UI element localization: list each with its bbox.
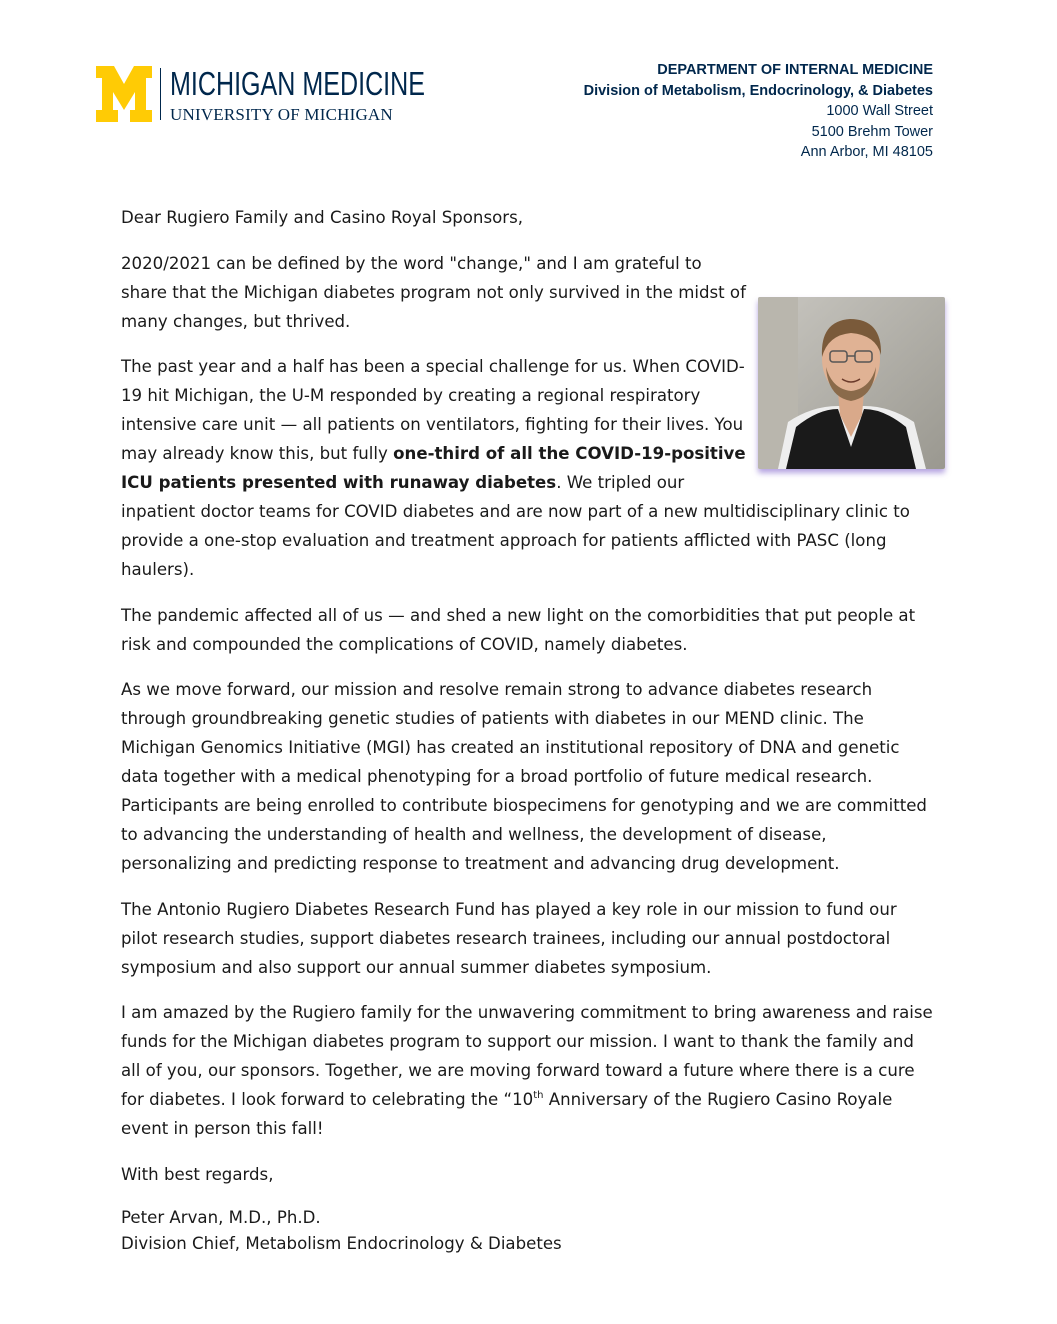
paragraph-5: The Antonio Rugiero Diabetes Research Fund has played a key role in our mission to fund our pilot research studies, support diabetes research trainees, including our annual postdoctoral symposium and also support our annual summer diabetes symposium. bbox=[121, 899, 897, 977]
paragraph-2-bold: one-third of all the COVID-19-positive ICU patients presented with runaway diabetes bbox=[121, 444, 746, 492]
block-m-logo-icon bbox=[96, 66, 152, 122]
paragraph-4: As we move forward, our mission and resolve remain strong to advance diabetes research through groundbreaking genetic studies of patients with diabetes in our MEND clinic. The Michigan Genomics Initiative (MGI) has created an institutional repository of DNA and genetic data together with a medical phenotyping for a broad portfolio of future medical research. Participants are being enrolled to contribute biospecimens for genotyping and we are committed to advancing the understanding of health and wellness, the development of disease, personalizing and predicting response to treatment and advancing drug development. bbox=[121, 680, 927, 873]
signer-title: Division Chief, Metabolism Endocrinology & Diabetes bbox=[121, 1234, 562, 1253]
salutation: Dear Rugiero Family and Casino Royal Sponsors, bbox=[121, 208, 523, 227]
logo-main-text: MICHIGAN MEDICINE bbox=[170, 65, 425, 102]
paragraph-6 bbox=[121, 998, 936, 1143]
paragraph-2-part-b: . We tripled our inpatient doctor teams for COVID diabetes and are now part of a new multidisciplinary clinic to provide a one-stop evaluation and treatment approach for patients afflicted with PASC (long haulers). bbox=[121, 473, 910, 579]
paragraph-2-part-a: The past year and a half has been a special challenge for us. When COVID-19 hit Michigan, the U-M responded by creating a regional respiratory intensive care unit — all patients on ventilators, fighting for their lives. You may already know this, but fully bbox=[121, 357, 745, 463]
author-portrait-photo bbox=[758, 297, 945, 469]
logo-sub-text: UNIVERSITY OF MICHIGAN bbox=[170, 105, 393, 124]
closing: With best regards, bbox=[121, 1164, 274, 1184]
letter-body bbox=[121, 203, 936, 1257]
paragraph-6-part-b: Anniversary of the Rugiero Casino Royale event in person this fall! bbox=[121, 1090, 893, 1138]
ordinal-superscript: th bbox=[533, 1090, 544, 1101]
paragraph-3: The pandemic affected all of us — and shed a new light on the comorbidities that put people at risk and compounded the complications of COVID, namely diabetes. bbox=[121, 605, 916, 654]
paragraph-6-part-a: I am amazed by the Rugiero family for the unwavering commitment to bring awareness and raise funds for the Michigan diabetes program to support our mission. I want to thank the family and all of you, our sponsors. Together, we are moving forward toward a future where there is a cure for diabetes. I look forward to celebrating the “10 bbox=[121, 1003, 933, 1109]
address-line-2: 5100 Brehm Tower bbox=[811, 123, 933, 140]
department-address-block bbox=[584, 60, 933, 163]
logo-wordmark bbox=[170, 66, 506, 125]
signer-name: Peter Arvan, M.D., Ph.D. bbox=[121, 1208, 321, 1227]
michigan-medicine-logo bbox=[96, 66, 506, 124]
address-line-3: Ann Arbor, MI 48105 bbox=[800, 144, 933, 160]
division-name: Division of Metabolism, Endocrinology, & Diabetes bbox=[583, 82, 933, 99]
logo-divider bbox=[160, 68, 161, 120]
signature-block bbox=[121, 1205, 936, 1257]
department-name: DEPARTMENT OF INTERNAL MEDICINE bbox=[657, 62, 933, 78]
paragraph-1: 2020/2021 can be defined by the word "change," and I am grateful to share that the Michigan diabetes program not only survived in the midst of many changes, but thrived. bbox=[121, 253, 746, 331]
address-line-1: 1000 Wall Street bbox=[826, 103, 933, 119]
